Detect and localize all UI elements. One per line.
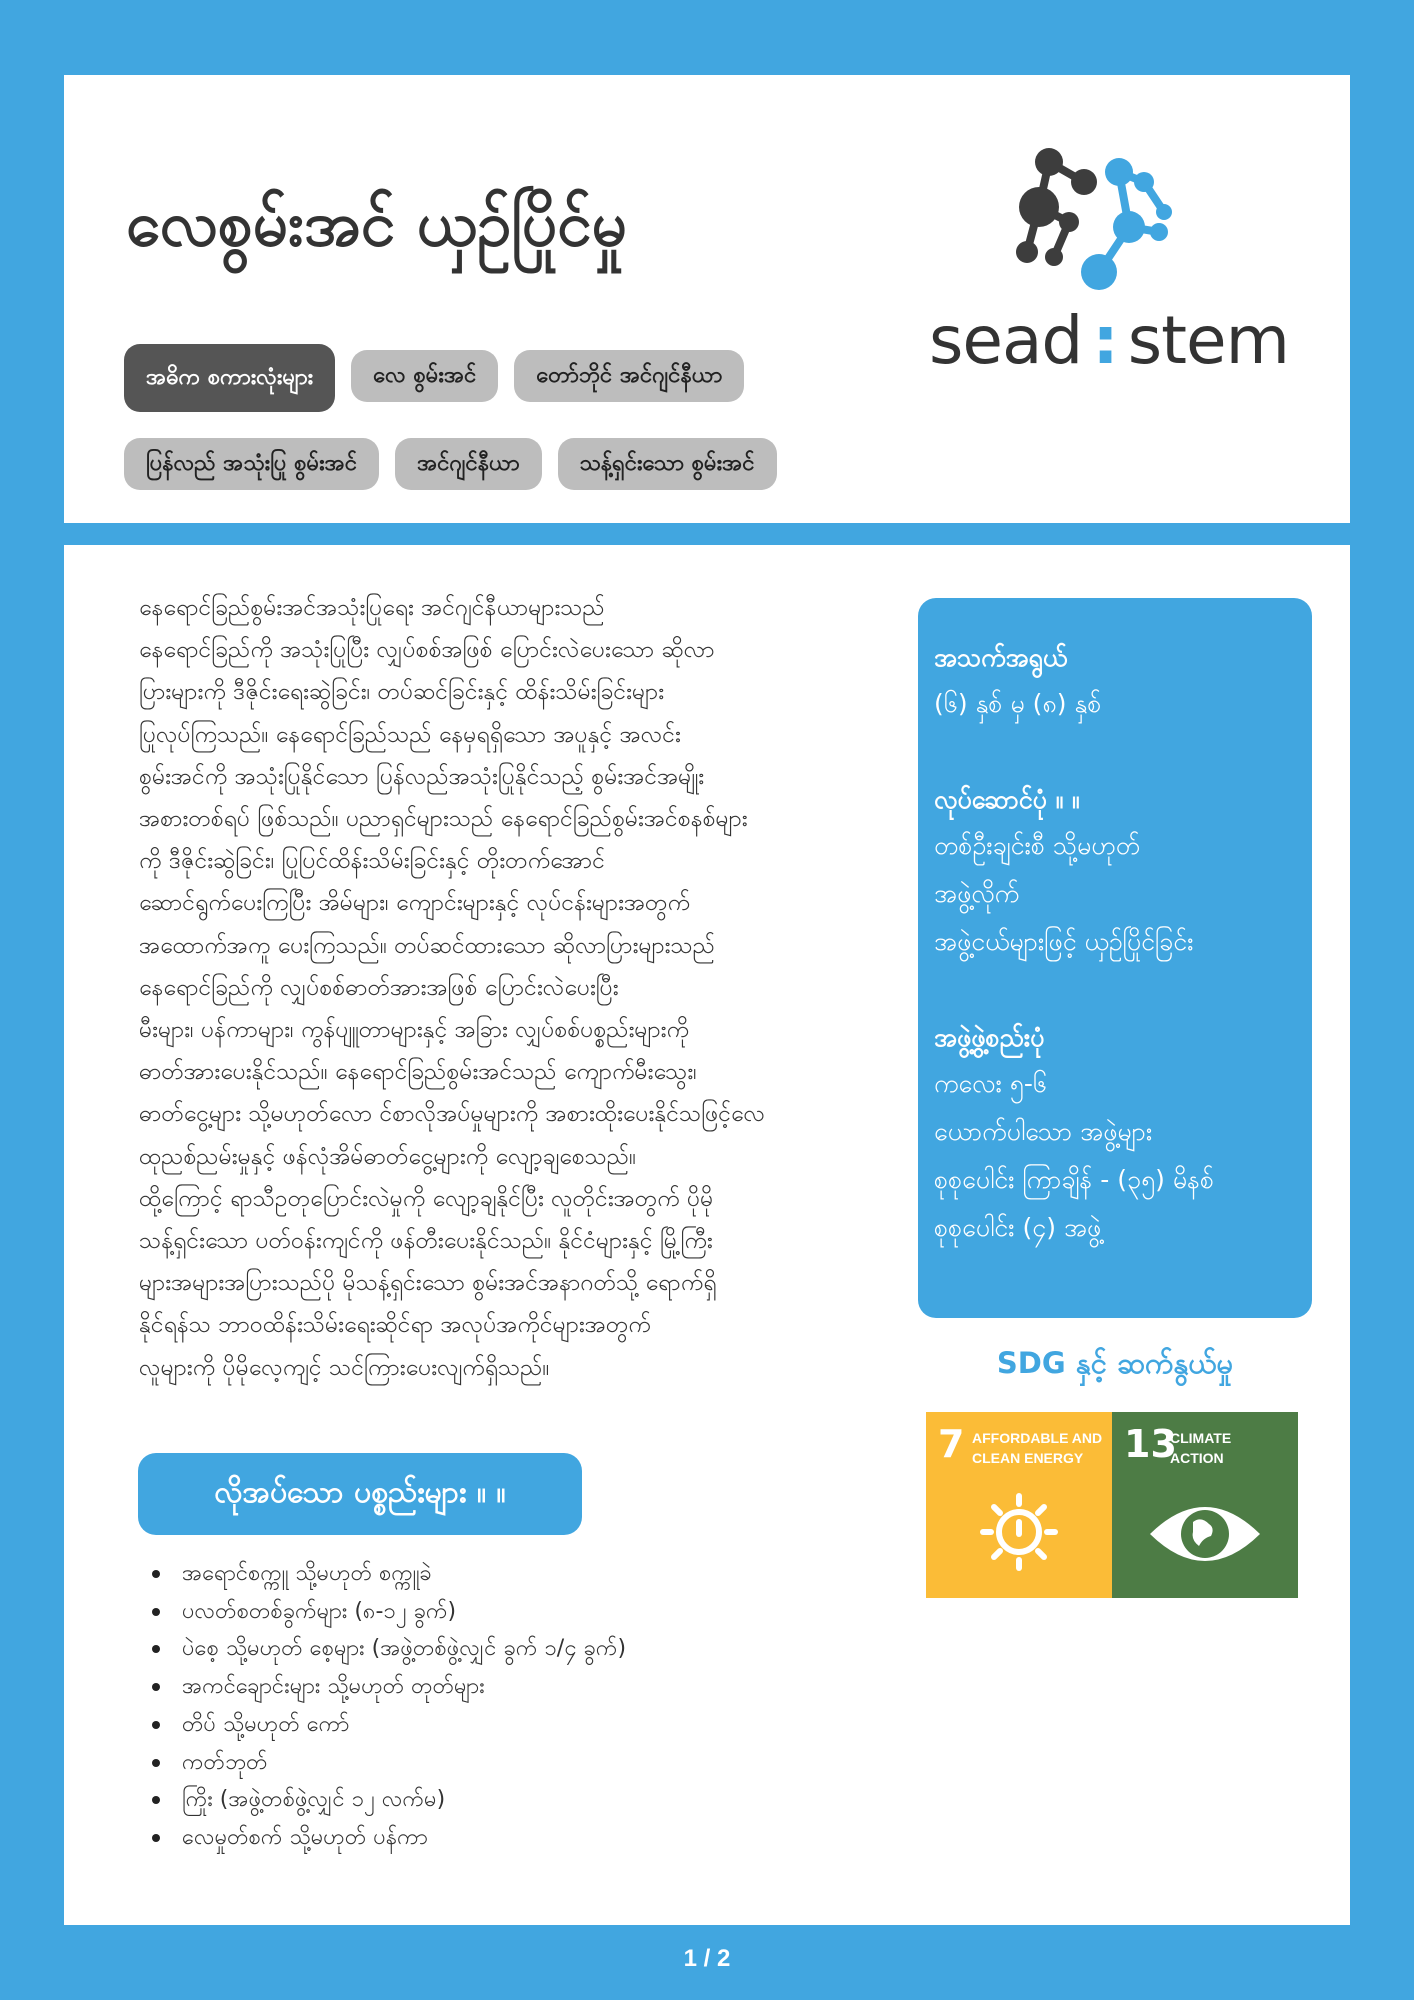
description-line: စွမ်းအင်ကို အသုံးပြုနိုင်သော ပြန်လည်အသုံးပြုနိုင်သည့် စွမ်းအင်အမျိုး	[139, 763, 705, 790]
sdg-13-badge	[1112, 1412, 1298, 1598]
tag-row-1	[124, 350, 944, 412]
description-text	[139, 587, 929, 1389]
description-line: များအများအပြားသည်ပို မိုသန့်ရှင်းသော စွမ်းအင်အနာဂတ်သို့ ရောက်ရှိ	[139, 1270, 717, 1297]
description-line: ထုညစ်ညမ်းမှုနှင့် ဖန်လုံအိမ်ဓာတ်ငွေ့များကို လျော့ချစေသည်။	[139, 1143, 637, 1170]
logo-word-sead: sead	[929, 302, 1083, 379]
sdg-title: SDG နှင့် ဆက်နွယ်မှု	[996, 1346, 1234, 1380]
tag-row-2	[124, 438, 944, 490]
page-number: 1 / 2	[683, 1945, 731, 1972]
logo-colon: :	[1092, 302, 1118, 379]
sdg-13-label: CLIMATE ACTION	[1170, 1430, 1232, 1466]
group-structure-title: အဖွဲ့ဖွဲ့စည်းပုံ	[934, 1023, 1045, 1052]
list-item: ကတ်ဘုတ်	[182, 1744, 882, 1782]
main-panel	[64, 545, 1350, 1925]
group-structure-line: စုစုပေါင်း ကြာချိန် - (၃၅) မိနစ်	[934, 1165, 1215, 1194]
page-title: လေစွမ်းအင် ယှဉ်ပြိုင်မှု	[126, 187, 627, 260]
group-structure-line: ကလေး ၅-၆	[934, 1069, 1047, 1098]
description-line: အထောက်အကူ ပေးကြသည်။ တပ်ဆင်ထားသော ဆိုလာပြားများသည်	[139, 932, 715, 959]
list-item: လေမှုတ်စက် သို့မဟုတ် ပန်ကာ	[182, 1819, 882, 1857]
list-item: အကင်ချောင်းများ သို့မဟုတ် တုတ်များ	[182, 1668, 882, 1706]
header-panel	[64, 75, 1350, 523]
group-structure-line: စုစုပေါင်း (၄) အဖွဲ့	[934, 1213, 1102, 1242]
description-line: အစားတစ်ရပ် ဖြစ်သည်။ ပညာရှင်များသည် နေရောင်ခြည်စွမ်းအင်စနစ်များ	[139, 806, 748, 833]
tag-keywords[interactable]: အဓိက စကားလုံးများ	[124, 344, 335, 412]
method-title: လုပ်ဆောင်ပုံ ။ ။	[934, 785, 1080, 814]
sdg-13-number: 13	[1124, 1422, 1177, 1466]
sun-power-icon	[959, 1482, 1079, 1582]
description-line: ကို ဒီဇိုင်းဆွဲခြင်း၊ ပြုပြင်ထိန်းသိမ်းခြင်းနှင့် တိုးတက်အောင်	[139, 848, 605, 875]
sdg-7-label: AFFORDABLE AND CLEAN ENERGY	[972, 1430, 1103, 1466]
method-line: အဖွဲ့လိုက်	[934, 879, 1020, 908]
group-structure-line: ယောက်ပါသော အဖွဲ့များ	[934, 1117, 1153, 1146]
description-line: ဓာတ်အားပေးနိုင်သည်။ နေရောင်ခြည်စွမ်းအင်သည် ကျောက်မီးသွေး၊	[139, 1059, 697, 1086]
tag-wind-energy[interactable]: လေ စွမ်းအင်	[351, 350, 498, 402]
age-title: အသက်အရွယ်	[934, 643, 1068, 672]
activity-info-box	[918, 598, 1312, 1318]
description-line: နေရောင်ခြည်ကို လျှပ်စစ်ဓာတ်အားအဖြစ် ပြောင်းလဲပေးပြီး	[139, 974, 619, 1001]
materials-heading: လိုအပ်သော ပစ္စည်းများ ။ ။	[138, 1453, 582, 1535]
list-item: အရောင်စက္ကူ သို့မဟုတ် စက္ကူခဲ	[182, 1555, 882, 1593]
method-line: အဖွဲ့ငယ်များဖြင့် ယှဉ်ပြိုင်ခြင်း	[934, 927, 1194, 956]
list-item: တိပ် သို့မဟုတ် ကော်	[182, 1706, 882, 1744]
tag-clean-energy[interactable]: သန့်ရှင်းသော စွမ်းအင်	[558, 438, 777, 490]
molecule-icon	[929, 127, 1289, 307]
list-item: ပလတ်စတစ်ခွက်များ (၈-၁၂ ခွက်)	[182, 1593, 882, 1631]
description-line: ဆောင်ရွက်ပေးကြပြီး အိမ်များ၊ ကျောင်းများနှင့် လုပ်ငန်းများအတွက်	[139, 890, 690, 917]
method-line: တစ်ဦးချင်းစီ သို့မဟုတ်	[934, 831, 1141, 860]
age-value: (၆) နှစ် မှ (၈) နှစ်	[934, 689, 1102, 718]
sead-stem-logo	[929, 127, 1289, 397]
description-line: နေရောင်ခြည်စွမ်းအင်အသုံးပြုရေး အင်ဂျင်နီယာများသည်	[139, 595, 605, 621]
list-item: ကြိုး (အဖွဲ့တစ်ဖွဲ့လျှင် ၁၂ လက်မ)	[182, 1781, 882, 1819]
description-line: ပြားများကို ဒီဇိုင်းရေးဆွဲခြင်း၊ တပ်ဆင်ခြင်းနှင့် ထိန်းသိမ်းခြင်းများ	[139, 679, 665, 706]
description-line: ပြုလုပ်ကြသည်။ နေရောင်ခြည်သည် နေမှရရှိသော အပူနှင့် အလင်း	[139, 721, 681, 748]
description-line: ဓာတ်ငွေ့များ သို့မဟုတ်လော င်စာလိုအပ်မှုများကို အစားထိုးပေးနိုင်သဖြင့်လေ	[139, 1101, 766, 1128]
logo-word-stem: stem	[1127, 302, 1289, 379]
sdg-7-number: 7	[938, 1422, 965, 1466]
list-item: ပဲစေ့ သို့မဟုတ် စေ့များ (အဖွဲ့တစ်ဖွဲ့လျှင် ခွက် ၁/၄ ခွက်)	[182, 1630, 882, 1668]
tag-turbine-engineering[interactable]: တော်ဘိုင် အင်ဂျင်နီယာ	[514, 350, 744, 402]
description-line: နေရောင်ခြည်ကို အသုံးပြုပြီး လျှပ်စစ်အဖြစ် ပြောင်းလဲပေးသော ဆိုလာ	[139, 637, 715, 664]
description-line: နိုင်ရန်သ ဘာဝထိန်းသိမ်းရေးဆိုင်ရာ အလုပ်အကိုင်များအတွက်	[139, 1312, 651, 1339]
tag-engineering[interactable]: အင်ဂျင်နီယာ	[395, 438, 541, 490]
earth-eye-icon	[1145, 1482, 1265, 1582]
materials-list	[182, 1555, 882, 1857]
description-line: မီးများ၊ ပန်ကာများ၊ ကွန်ပျူတာများနှင့် အခြား လျှပ်စစ်ပစ္စည်းများကို	[139, 1017, 690, 1044]
description-line: ထို့ကြောင့် ရာသီဥတုပြောင်းလဲမှုကို လျော့ချနိုင်ပြီး လူတိုင်းအတွက် ပိုမို	[139, 1185, 714, 1212]
description-line: သန့်ရှင်းသော ပတ်ဝန်းကျင်ကို ဖန်တီးပေးနိုင်သည်။ နိုင်ငံများနှင့် မြို့ကြီး	[139, 1228, 713, 1255]
tag-renewable-energy[interactable]: ပြန်လည် အသုံးပြု စွမ်းအင်	[124, 438, 379, 490]
sdg-7-badge	[926, 1412, 1112, 1598]
keyword-tags	[124, 350, 944, 516]
description-line: လူများကို ပိုမိုလေ့ကျင့် သင်ကြားပေးလျက်ရှိသည်။	[139, 1354, 550, 1381]
logo-wordmark	[929, 302, 1289, 379]
